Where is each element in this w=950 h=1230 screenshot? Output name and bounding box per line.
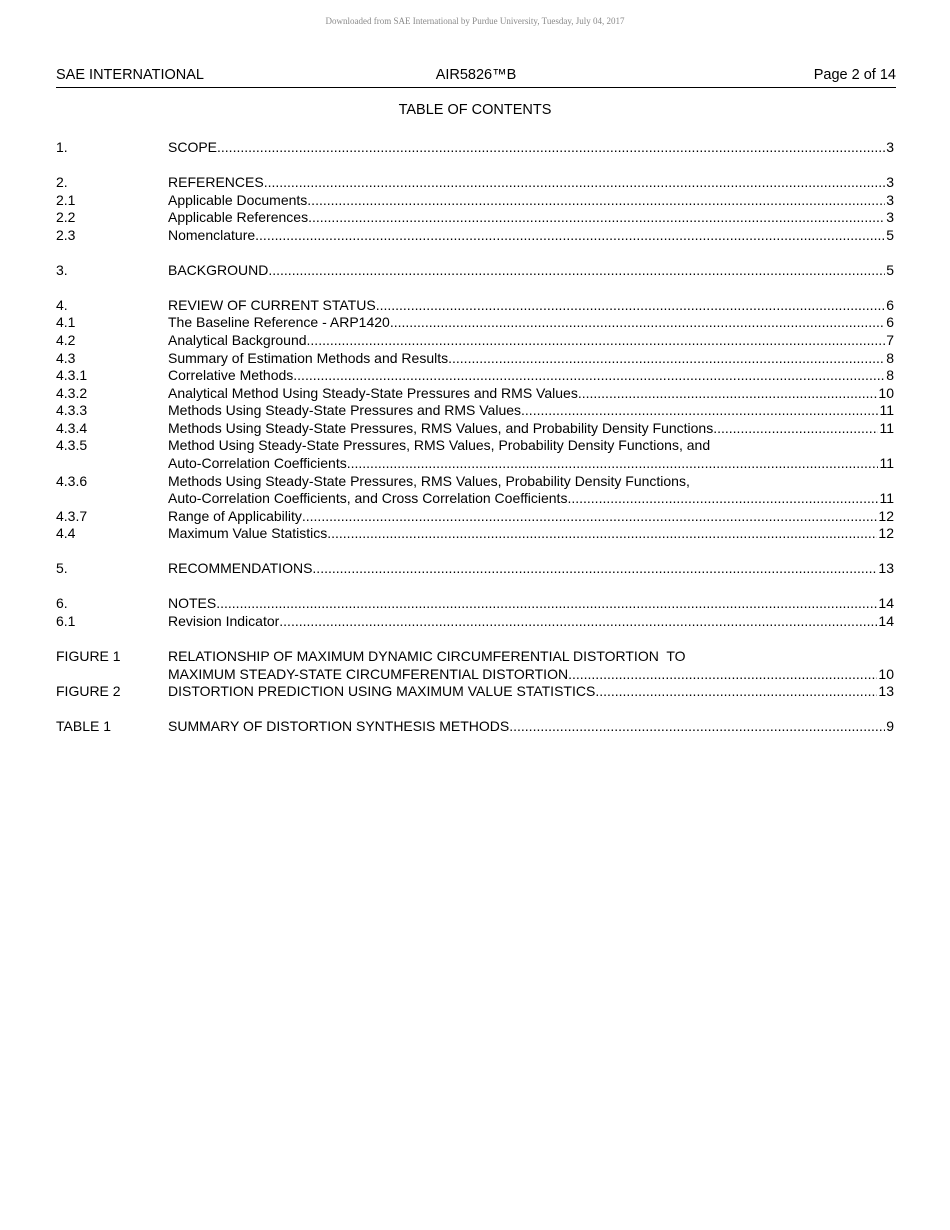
toc-text: Applicable References xyxy=(168,209,309,226)
toc-number: 4.4 xyxy=(56,525,76,542)
dot-leader xyxy=(567,490,878,508)
table-of-contents xyxy=(56,139,894,736)
dot-leader xyxy=(376,297,886,315)
toc-page: 11 xyxy=(879,402,894,419)
toc-text: Applicable Documents xyxy=(168,191,308,208)
toc-page: 13 xyxy=(878,560,894,577)
toc-entry-4-2[interactable] xyxy=(56,332,894,350)
toc-entry-1[interactable] xyxy=(56,139,894,157)
dot-leader xyxy=(264,174,886,192)
dot-leader xyxy=(509,718,885,736)
toc-entry-4-3-5[interactable] xyxy=(56,437,894,472)
toc-number: 4.3.4 xyxy=(56,419,88,436)
toc-number: 2. xyxy=(56,173,68,190)
toc-number: 4.3.5 xyxy=(56,437,88,454)
dot-leader xyxy=(216,595,877,613)
toc-entry-4[interactable] xyxy=(56,297,894,315)
toc-page: 10 xyxy=(878,665,894,682)
toc-number: 4.2 xyxy=(56,331,76,348)
dot-leader xyxy=(302,508,878,526)
toc-entry-2-2[interactable] xyxy=(56,209,894,227)
dot-leader xyxy=(255,227,885,245)
toc-text: RECOMMENDATIONS xyxy=(168,560,313,577)
toc-page: 3 xyxy=(886,173,894,190)
toc-entry-6[interactable] xyxy=(56,595,894,613)
toc-entry-4-1[interactable] xyxy=(56,314,894,332)
toc-number: 4.3 xyxy=(56,349,76,366)
toc-page: 11 xyxy=(879,455,894,472)
toc-text: SCOPE xyxy=(168,139,218,155)
toc-entry-4-3-2[interactable] xyxy=(56,385,894,403)
toc-page: 14 xyxy=(878,595,894,612)
toc-page: 6 xyxy=(886,296,894,313)
toc-entry-4-3-3[interactable] xyxy=(56,402,894,420)
toc-text: BACKGROUND xyxy=(168,261,269,278)
toc-number: 4. xyxy=(56,296,68,313)
toc-number: 2.2 xyxy=(56,209,76,226)
toc-entry-4-4[interactable] xyxy=(56,525,894,543)
dot-leader xyxy=(578,385,878,403)
toc-text: Analytical Method Using Steady-State Pressures and RMS Values xyxy=(168,384,578,401)
dot-leader xyxy=(307,332,886,350)
toc-number: 2.1 xyxy=(56,191,76,208)
toc-page: 11 xyxy=(879,419,894,436)
dot-leader xyxy=(217,139,885,157)
dot-leader xyxy=(713,420,878,438)
toc-number: 2.3 xyxy=(56,226,76,243)
toc-text: Summary of Estimation Methods and Results xyxy=(168,349,449,366)
toc-text: Correlative Methods xyxy=(168,367,294,384)
dot-leader xyxy=(293,367,885,385)
toc-number: TABLE 1 xyxy=(56,718,111,735)
page-header xyxy=(56,67,896,88)
toc-entry-5[interactable] xyxy=(56,560,894,578)
toc-number: 4.1 xyxy=(56,314,76,331)
toc-text: Methods Using Steady-State Pressures, RMS Values, and Probability Density Functions xyxy=(168,419,714,436)
dot-leader xyxy=(312,560,877,578)
toc-text: Analytical Background xyxy=(168,331,307,348)
toc-entry-3[interactable] xyxy=(56,262,894,280)
toc-number: 4.3.2 xyxy=(56,384,88,401)
toc-number: 4.3.3 xyxy=(56,402,88,419)
toc-page: 12 xyxy=(878,507,894,524)
toc-entry-2-3[interactable] xyxy=(56,227,894,245)
toc-page: 7 xyxy=(886,331,894,348)
toc-text-line-2: Auto-Correlation Coefficients, and Cross Correlation Coefficients xyxy=(168,490,568,507)
toc-text: SUMMARY OF DISTORTION SYNTHESIS METHODS xyxy=(168,718,510,735)
toc-page: 6 xyxy=(886,314,894,331)
dot-leader xyxy=(347,455,879,473)
dot-leader xyxy=(568,666,877,684)
download-watermark: Downloaded from SAE International by Purdue University, Tuesday, July 04, 2017 xyxy=(325,16,625,26)
dot-leader xyxy=(390,314,885,332)
dot-leader xyxy=(448,350,885,368)
toc-page: 3 xyxy=(886,139,894,155)
dot-leader xyxy=(327,525,877,543)
toc-page: 12 xyxy=(878,525,894,542)
toc-text: Range of Applicability xyxy=(168,507,302,524)
toc-text-line-1: RELATIONSHIP OF MAXIMUM DYNAMIC CIRCUMFERENTIAL DISTORTION TO xyxy=(168,648,686,664)
toc-text-line-1: Methods Using Steady-State Pressures, RMS Values, Probability Density Functions, xyxy=(168,472,690,489)
dot-leader xyxy=(521,402,878,420)
toc-number: 4.3.1 xyxy=(56,367,88,384)
toc-page: 13 xyxy=(878,683,894,700)
toc-number: 5. xyxy=(56,560,68,577)
toc-text: REFERENCES xyxy=(168,173,264,190)
toc-page: 3 xyxy=(886,191,894,208)
toc-page: 5 xyxy=(886,226,894,243)
toc-page: 5 xyxy=(886,261,894,278)
toc-title: TABLE OF CONTENTS xyxy=(398,102,552,118)
toc-text-line-1: Method Using Steady-State Pressures, RMS Values, Probability Density Functions, and xyxy=(168,437,711,454)
dot-leader xyxy=(595,683,877,701)
toc-text: Revision Indicator xyxy=(168,613,280,630)
toc-number: 3. xyxy=(56,261,68,278)
dot-leader xyxy=(308,209,885,227)
toc-entry-figure-2[interactable] xyxy=(56,683,894,701)
toc-text: Maximum Value Statistics xyxy=(168,525,328,542)
toc-entry-4-3-6[interactable] xyxy=(56,473,894,508)
toc-entry-figure-1[interactable] xyxy=(56,648,894,683)
toc-text: DISTORTION PREDICTION USING MAXIMUM VALUE STATISTICS xyxy=(168,683,596,700)
toc-text: REVIEW OF CURRENT STATUS xyxy=(168,296,376,313)
dot-leader xyxy=(279,613,877,631)
toc-number: 4.3.7 xyxy=(56,507,88,524)
toc-entry-4-3[interactable] xyxy=(56,350,894,368)
header-page-number: Page 2 of 14 xyxy=(813,67,896,83)
toc-entry-4-3-1[interactable] xyxy=(56,367,894,385)
dot-leader xyxy=(307,192,885,210)
toc-entry-2[interactable] xyxy=(56,174,894,192)
toc-text-line-2: MAXIMUM STEADY-STATE CIRCUMFERENTIAL DISTORTION xyxy=(168,665,569,682)
toc-text: Methods Using Steady-State Pressures and RMS Values xyxy=(168,402,522,419)
toc-number: FIGURE 2 xyxy=(56,683,121,700)
toc-page: 8 xyxy=(886,349,894,366)
toc-number: FIGURE 1 xyxy=(56,648,121,664)
toc-entry-table-1[interactable] xyxy=(56,718,894,736)
toc-entry-2-1[interactable] xyxy=(56,192,894,210)
toc-number: 1. xyxy=(56,139,68,155)
toc-page: 14 xyxy=(878,613,894,630)
header-organization: SAE INTERNATIONAL xyxy=(56,67,204,83)
toc-number: 6. xyxy=(56,595,68,612)
toc-entry-4-3-4[interactable] xyxy=(56,420,894,438)
toc-text: The Baseline Reference - ARP1420 xyxy=(168,314,390,331)
dot-leader xyxy=(268,262,885,280)
toc-page: 9 xyxy=(886,718,894,735)
header-document-id: AIR5826™B xyxy=(435,67,517,83)
toc-page: 11 xyxy=(879,490,894,507)
toc-text: NOTES xyxy=(168,595,217,612)
toc-entry-4-3-7[interactable] xyxy=(56,508,894,526)
toc-text: Nomenclature xyxy=(168,226,256,243)
toc-page: 10 xyxy=(878,384,894,401)
toc-entry-6-1[interactable] xyxy=(56,613,894,631)
toc-text-line-2: Auto-Correlation Coefficients xyxy=(168,455,347,472)
toc-page: 3 xyxy=(886,209,894,226)
toc-number: 4.3.6 xyxy=(56,472,88,489)
toc-number: 6.1 xyxy=(56,613,76,630)
toc-page: 8 xyxy=(886,367,894,384)
